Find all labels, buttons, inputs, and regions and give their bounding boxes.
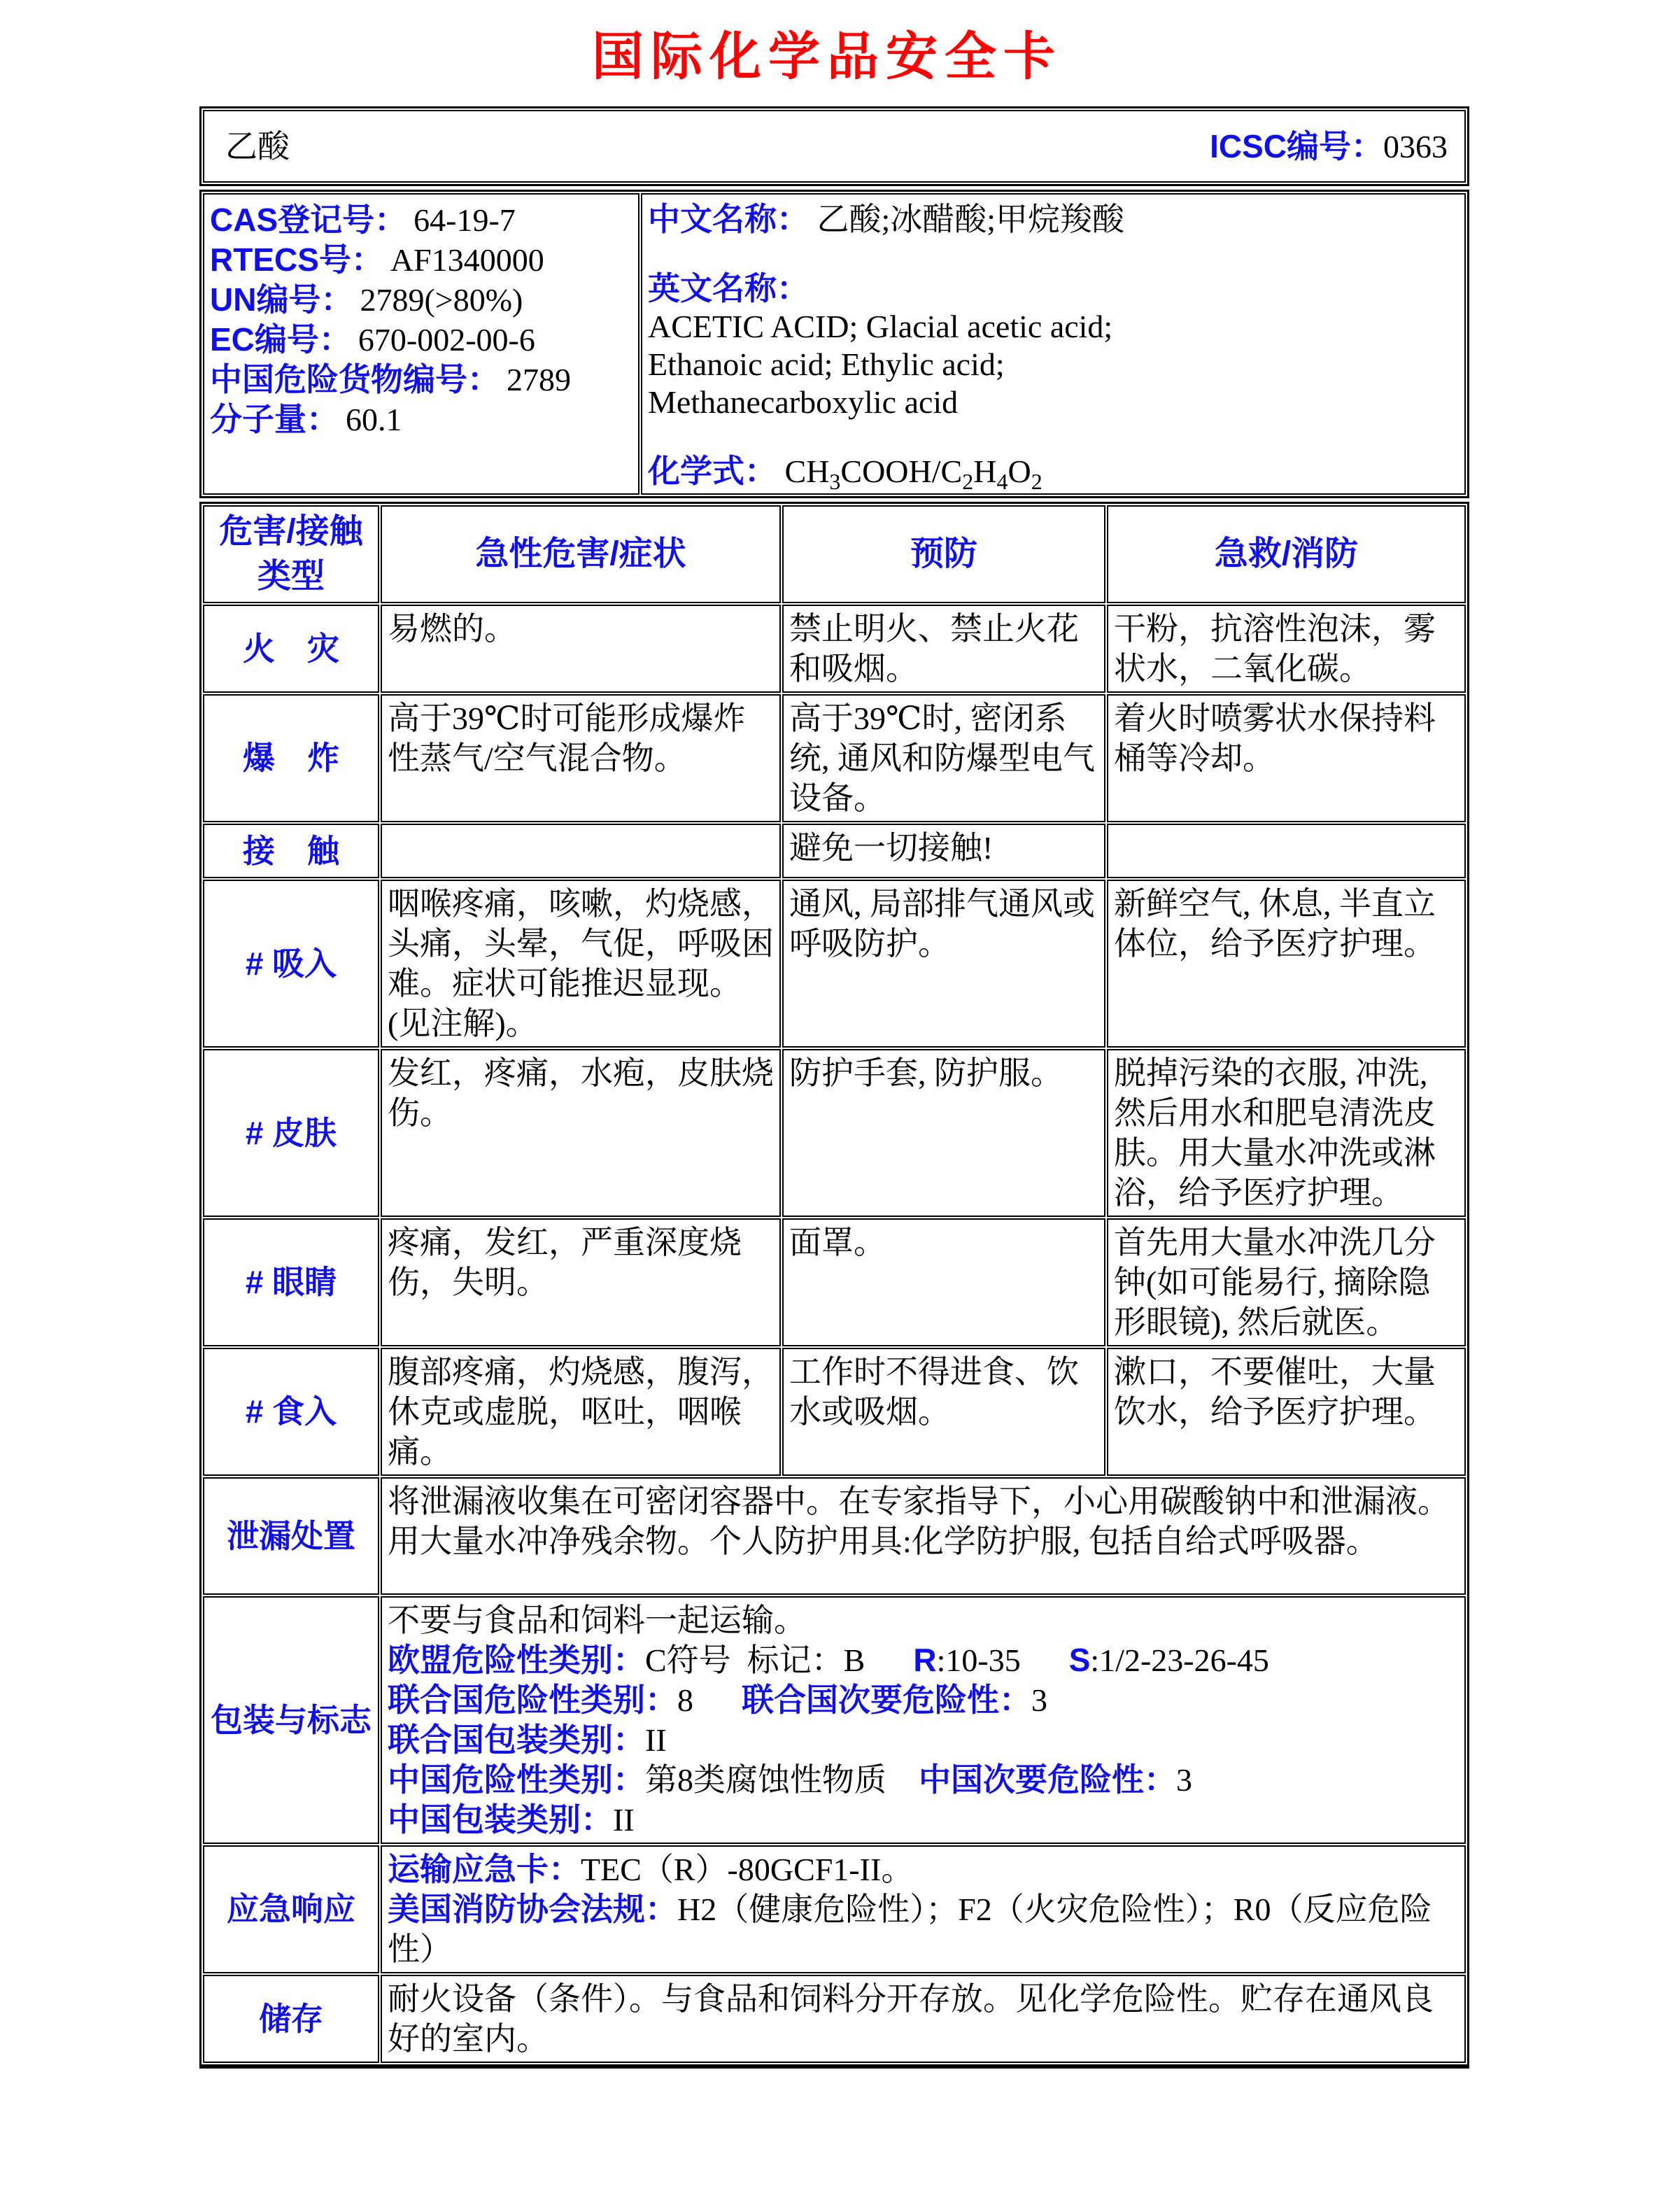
text-segment: TEC（R）-80GCF1-II。 <box>581 1852 914 1887</box>
spill-type: 泄漏处置 <box>203 1477 379 1595</box>
icsc-number-value: 0363 <box>1383 128 1448 164</box>
ingestion-prevention: 工作时不得进食、饮水或吸烟。 <box>782 1348 1105 1476</box>
eyes-type: # 眼睛 <box>203 1218 379 1346</box>
text-line: 不要与食品和饲料一起运输。 <box>388 1602 806 1638</box>
text-segment: H2（健康危险性）；F2（火灾危险性）；R0（反应危险性） <box>388 1892 1432 1967</box>
inhalation-prevention: 通风, 局部排气通风或呼吸防护。 <box>782 880 1105 1048</box>
text-line <box>388 1850 1459 1889</box>
contact-type: 接 触 <box>203 824 379 878</box>
icsc-number-label: ICSC编号： <box>1210 127 1383 164</box>
row-emergency-response <box>203 1845 1466 1973</box>
rtecs-label: RTECS号： <box>210 241 383 278</box>
text-line <box>388 1640 1459 1680</box>
hazard-row-inhalation <box>203 880 1466 1048</box>
eyes-symptoms: 疼痛，发红，严重深度烧伤，失明。 <box>381 1218 781 1346</box>
header-prevention: 预防 <box>782 505 1105 603</box>
fire-prevention: 禁止明火、禁止火花和吸烟。 <box>782 605 1105 693</box>
cas-value: 64-19-7 <box>414 202 516 238</box>
formula-line <box>648 452 1459 495</box>
identifier-row-rtecs <box>210 240 632 280</box>
skin-symptoms: 发红，疼痛，水疱，皮肤烧伤。 <box>381 1049 781 1217</box>
china-dg-value: 2789 <box>507 362 571 397</box>
text-line <box>388 1889 1459 1969</box>
skin-prevention: 防护手套, 防护服。 <box>782 1049 1105 1217</box>
row-storage <box>203 1975 1466 2063</box>
english-name-label: 英文名称： <box>648 270 809 307</box>
formula-value <box>784 453 1042 495</box>
substance-name: 乙酸 <box>225 128 290 164</box>
hazard-row-explosion <box>203 694 1466 822</box>
contact-symptoms <box>381 824 781 878</box>
english-name-line <box>648 269 1459 421</box>
text-segment: II <box>645 1722 667 1758</box>
text-segment: 中国次要危险性： <box>919 1761 1176 1798</box>
storage-type: 储存 <box>203 1975 379 2063</box>
inhalation-type: # 吸入 <box>203 880 379 1048</box>
text-segment: 联合国包装类别： <box>388 1721 645 1758</box>
inhalation-response: 新鲜空气, 休息, 半直立体位，给予医疗护理。 <box>1107 880 1466 1048</box>
identifiers-cell <box>203 193 639 495</box>
fire-symptoms: 易燃的。 <box>381 605 781 693</box>
packaging-content <box>381 1596 1466 1844</box>
formula-token: 4 <box>996 469 1008 495</box>
text-line <box>388 1800 1459 1840</box>
formula-token: 3 <box>829 469 841 495</box>
text-segment: 3 <box>1176 1762 1192 1798</box>
text-segment: C符号 标记：B <box>645 1642 914 1678</box>
contact-prevention: 避免一切接触! <box>782 824 1105 878</box>
molweight-label: 分子量： <box>210 401 339 437</box>
text-line <box>388 1680 1459 1720</box>
fire-type: 火 灾 <box>203 605 379 693</box>
text-segment: 联合国危险性类别： <box>388 1682 677 1718</box>
identifier-row-cas <box>210 200 632 240</box>
hazard-row-ingestion <box>203 1348 1466 1476</box>
formula-token: O <box>1008 453 1031 489</box>
chinese-name-value: 乙酸;冰醋酸;甲烷羧酸 <box>817 202 1125 237</box>
text-segment: :1/2-23-26-45 <box>1090 1642 1269 1678</box>
skin-response: 脱掉污染的衣服, 冲洗, 然后用水和肥皂清洗皮肤。用大量水冲洗或淋浴，给予医疗护理。 <box>1107 1049 1466 1217</box>
identity-row <box>203 193 1466 495</box>
text-segment: 8 <box>677 1682 742 1718</box>
text-segment: 联合国次要危险性： <box>742 1682 1031 1718</box>
text-line <box>388 1720 1459 1760</box>
header-symptoms: 急性危害/症状 <box>381 505 781 603</box>
text-line: Ethanoic acid; Ethylic acid; <box>648 346 1005 382</box>
substance-header-row <box>203 110 1466 183</box>
page-title: 国际化学品安全卡 <box>592 27 1062 85</box>
text-segment: 第8类腐蚀性物质 <box>645 1762 919 1798</box>
identifier-row-china-dg <box>210 360 632 400</box>
china-dg-label: 中国危险货物编号： <box>210 361 500 397</box>
text-line <box>388 1760 1459 1800</box>
packaging-type: 包装与标志 <box>203 1596 379 1844</box>
text-segment: II <box>613 1802 635 1838</box>
text-line: Methanecarboxylic acid <box>648 384 959 420</box>
hazard-row-skin <box>203 1049 1466 1217</box>
header-hazard-type: 危害/接触 类型 <box>203 505 379 603</box>
text-line: ACETIC ACID; Glacial acetic acid; <box>648 309 1113 344</box>
card-body <box>199 106 1469 2069</box>
chinese-name-label: 中文名称： <box>648 201 809 237</box>
text-line: 将泄漏液收集在可密闭容器中。在专家指导下，小心用碳酸钠中和泄漏液。用大量水冲净残余物。个人防护用具:化学防护服, 包括自给式呼吸器。 <box>388 1484 1450 1559</box>
identifier-row-molweight <box>210 400 632 439</box>
fire-response: 干粉，抗溶性泡沫，雾状水，二氧化碳。 <box>1107 605 1466 693</box>
text-segment: 3 <box>1031 1682 1047 1718</box>
text-segment: 运输应急卡： <box>388 1851 581 1887</box>
ec-value: 670-002-00-6 <box>358 322 535 358</box>
rtecs-value: AF1340000 <box>390 242 544 278</box>
ingestion-symptoms: 腹部疼痛，灼烧感，腹泻，休克或虚脱，呕吐，咽喉痛。 <box>381 1348 781 1476</box>
identifier-row-ec <box>210 320 632 360</box>
text-segment: R <box>913 1642 937 1678</box>
text-segment: 中国危险性类别： <box>388 1761 645 1798</box>
icsc-number-group <box>1210 127 1448 167</box>
eyes-response: 首先用大量水冲洗几分钟(如可能易行, 摘除隐形眼镜), 然后就医。 <box>1107 1218 1466 1346</box>
explosion-symptoms: 高于39℃时可能形成爆炸性蒸气/空气混合物。 <box>381 694 781 822</box>
text-segment: S <box>1068 1642 1091 1678</box>
english-name-value <box>648 308 1459 421</box>
ingestion-response: 漱口，不要催吐，大量饮水，给予医疗护理。 <box>1107 1348 1466 1476</box>
eyes-prevention: 面罩。 <box>782 1218 1105 1346</box>
identity-table <box>199 190 1469 498</box>
un-label: UN编号： <box>210 281 353 318</box>
formula-token: COOH/C <box>840 453 963 489</box>
explosion-prevention: 高于39℃时, 密闭系统, 通风和防爆型电气设备。 <box>782 694 1105 822</box>
inhalation-symptoms: 咽喉疼痛，咳嗽，灼烧感，头痛，头晕，气促，呼吸困难。症状可能推迟显现。(见注解)。 <box>381 880 781 1048</box>
ingestion-type: # 食入 <box>203 1348 379 1476</box>
emergency-type: 应急响应 <box>203 1845 379 1973</box>
spacer <box>648 239 1459 269</box>
spill-content <box>381 1477 1466 1595</box>
cas-label: CAS登记号： <box>210 202 407 238</box>
substance-header-table <box>199 106 1469 186</box>
identifier-row-un <box>210 280 632 320</box>
names-cell <box>641 193 1466 495</box>
row-packaging-labelling <box>203 1596 1466 1844</box>
substance-header-cell <box>203 110 1466 183</box>
hazard-header-row <box>203 505 1466 603</box>
text-segment: :10-35 <box>936 1642 1069 1678</box>
formula-token: H <box>973 453 997 489</box>
emergency-content <box>381 1845 1466 1973</box>
formula-token: 2 <box>962 469 974 495</box>
text-segment: 中国包装类别： <box>388 1801 613 1838</box>
formula-label: 化学式： <box>648 453 777 489</box>
hazard-table <box>199 502 1469 2069</box>
molweight-value: 60.1 <box>346 402 402 437</box>
formula-token: 2 <box>1031 469 1042 495</box>
spacer <box>648 421 1459 452</box>
skin-type: # 皮肤 <box>203 1049 379 1217</box>
hazard-row-contact <box>203 824 1466 878</box>
hazard-row-fire <box>203 605 1466 693</box>
un-value: 2789(>80%) <box>360 282 523 318</box>
substance-header-flex <box>210 127 1459 167</box>
ec-label: EC编号： <box>210 321 351 358</box>
explosion-type: 爆 炸 <box>203 694 379 822</box>
header-response: 急救/消防 <box>1107 505 1466 603</box>
explosion-response: 着火时喷雾状水保持料桶等冷却。 <box>1107 694 1466 822</box>
hazard-row-eyes <box>203 1218 1466 1346</box>
storage-content <box>381 1975 1466 2063</box>
row-spill-disposal <box>203 1477 1466 1595</box>
text-segment: 欧盟危险性类别： <box>388 1642 645 1678</box>
chinese-name-line <box>648 200 1459 239</box>
text-line: 耐火设备（条件）。与食品和饲料分开存放。见化学危险性。贮存在通风良好的室内。 <box>388 1981 1434 2057</box>
formula-token: CH <box>784 453 830 489</box>
text-segment: 美国消防协会法规： <box>388 1891 677 1927</box>
contact-response <box>1107 824 1466 878</box>
